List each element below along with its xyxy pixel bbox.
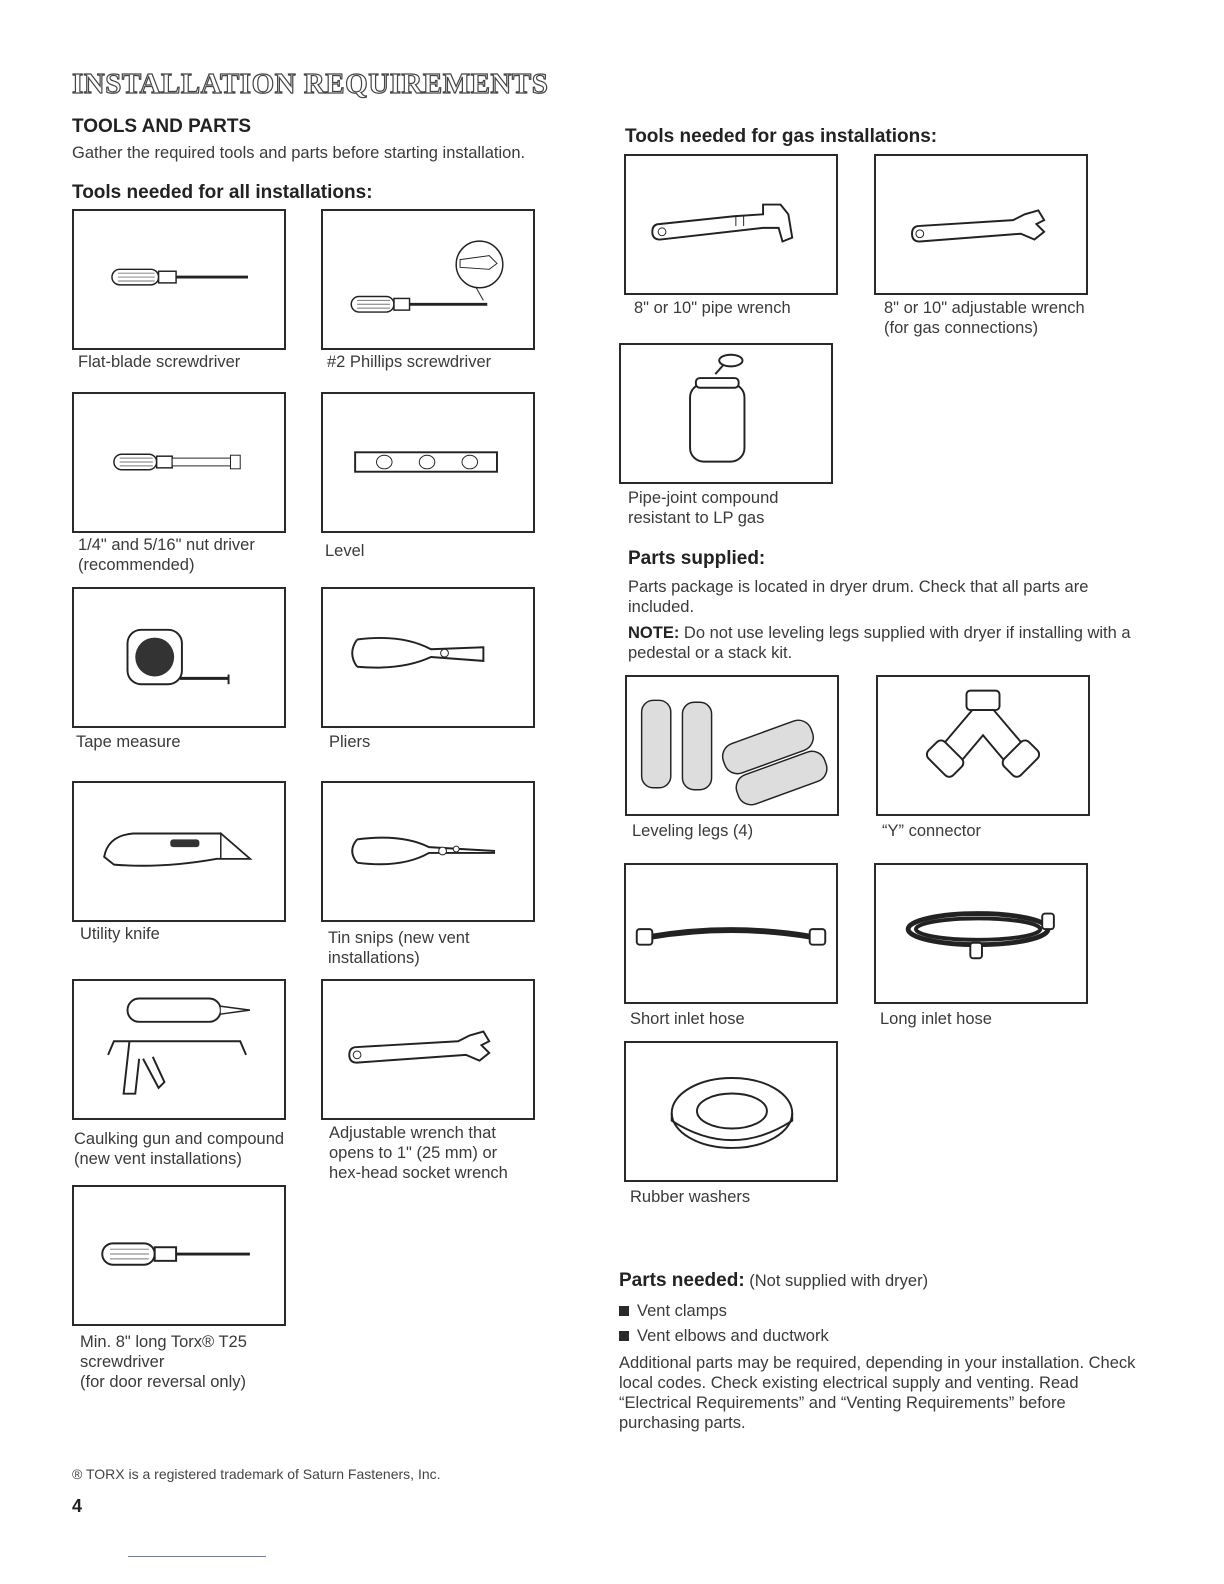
tool-box-adjustable-wrench xyxy=(321,979,535,1120)
part-box-rubber-washers xyxy=(624,1041,838,1182)
pipe-joint-compound-icon xyxy=(621,345,831,482)
tool-box-nut-driver xyxy=(72,392,286,533)
rubber-washer-icon xyxy=(626,1043,836,1180)
tool-box-tape-measure xyxy=(72,587,286,728)
bottom-rule xyxy=(128,1556,266,1557)
tool-box-flat-blade xyxy=(72,209,286,350)
tool-box-phillips xyxy=(321,209,535,350)
caption-caulking-gun: Caulking gun and compound (new vent installations) xyxy=(74,1130,285,1168)
parts-needed-bullet xyxy=(619,1301,727,1321)
parts-needed-text: Additional parts may be required, depending in your installation. Check local codes. Check existing electrical supply and venting. Read “Electrical Requirements” and “Venting Requirements” before purchasing parts. xyxy=(619,1354,1136,1432)
adjustable-wrench-icon xyxy=(876,156,1086,293)
note-text: Do not use leveling legs supplied with dryer if installing with a pedestal or a stack kit. xyxy=(628,624,1131,662)
caption-gas-adjustable-wrench: 8" or 10" adjustable wrench (for gas connections) xyxy=(884,299,1085,337)
tool-box-level xyxy=(321,392,535,533)
caption-pipe-wrench: 8" or 10" pipe wrench xyxy=(634,299,791,317)
tin-snips-icon xyxy=(323,783,533,920)
part-box-leveling-legs xyxy=(625,675,839,816)
parts-supplied-text: Parts package is located in dryer drum. Check that all parts are included. xyxy=(628,578,1089,616)
utility-knife-icon xyxy=(74,783,284,920)
gas-tools-heading: Tools needed for gas installations: xyxy=(625,126,938,147)
phillips-screwdriver-icon xyxy=(323,211,533,348)
adjustable-wrench-icon xyxy=(323,981,533,1118)
caption-tape-measure: Tape measure xyxy=(76,733,181,751)
part-box-y-connector xyxy=(876,675,1090,816)
caption-rubber-washers: Rubber washers xyxy=(630,1188,751,1206)
caption-torx: Min. 8" long Torx® T25 screwdriver (for door reversal only) xyxy=(80,1333,247,1391)
page-title: INSTALLATION REQUIREMENTS xyxy=(72,68,549,100)
caption-phillips: #2 Phillips screwdriver xyxy=(327,353,492,371)
caption-leveling-legs: Leveling legs (4) xyxy=(632,822,754,840)
parts-supplied-heading: Parts supplied: xyxy=(628,548,766,569)
caption-adjustable-wrench: Adjustable wrench that opens to 1" (25 mm) or hex-head socket wrench xyxy=(329,1124,508,1182)
all-tools-heading: Tools needed for all installations: xyxy=(72,182,373,203)
caulking-gun-icon xyxy=(74,981,284,1118)
level-icon xyxy=(323,394,533,531)
parts-needed-note: (Not supplied with dryer) xyxy=(744,1272,929,1290)
parts-supplied-note xyxy=(628,623,1138,663)
tool-box-caulking-gun xyxy=(72,979,286,1120)
long-inlet-hose-icon xyxy=(876,865,1086,1002)
bullet-text: Vent clamps xyxy=(637,1302,727,1320)
y-connector-icon xyxy=(878,677,1088,814)
part-box-long-hose xyxy=(874,863,1088,1004)
leveling-legs-icon xyxy=(627,677,837,814)
tool-box-pipe-wrench xyxy=(624,154,838,295)
part-box-short-hose xyxy=(624,863,838,1004)
intro-text: Gather the required tools and parts before starting installation. xyxy=(72,144,526,162)
tool-box-tin-snips xyxy=(321,781,535,922)
nut-driver-icon xyxy=(74,394,284,531)
torx-screwdriver-icon xyxy=(74,1187,284,1324)
tool-box-gas-adjustable-wrench xyxy=(874,154,1088,295)
caption-long-hose: Long inlet hose xyxy=(880,1010,992,1028)
parts-needed-bullet xyxy=(619,1326,829,1346)
tape-measure-icon xyxy=(74,589,284,726)
caption-tin-snips: Tin snips (new vent installations) xyxy=(328,929,470,967)
tool-box-utility-knife xyxy=(72,781,286,922)
tool-box-torx xyxy=(72,1185,286,1326)
footnote: ® TORX is a registered trademark of Saturn Fasteners, Inc. xyxy=(72,1466,441,1482)
short-inlet-hose-icon xyxy=(626,865,836,1002)
bullet-icon xyxy=(619,1306,629,1316)
flat-blade-screwdriver-icon xyxy=(74,211,284,348)
pipe-wrench-icon xyxy=(626,156,836,293)
bullet-text: Vent elbows and ductwork xyxy=(637,1327,829,1345)
tool-box-pipe-joint-compound xyxy=(619,343,833,484)
caption-y-connector: “Y” connector xyxy=(882,822,982,840)
section-title: TOOLS AND PARTS xyxy=(72,116,252,137)
bullet-icon xyxy=(619,1331,629,1341)
caption-pliers: Pliers xyxy=(329,733,371,751)
caption-utility-knife: Utility knife xyxy=(80,925,160,943)
parts-needed-heading-row xyxy=(619,1270,928,1292)
pliers-icon xyxy=(323,589,533,726)
page-number: 4 xyxy=(72,1496,83,1516)
caption-nut-driver: 1/4" and 5/16" nut driver (recommended) xyxy=(78,536,255,574)
parts-needed-heading: Parts needed: xyxy=(619,1270,745,1291)
caption-level: Level xyxy=(325,542,365,560)
caption-short-hose: Short inlet hose xyxy=(630,1010,745,1028)
tool-box-pliers xyxy=(321,587,535,728)
note-label: NOTE: xyxy=(628,624,680,642)
caption-pipe-joint-compound: Pipe-joint compound resistant to LP gas xyxy=(628,489,779,527)
caption-flat-blade: Flat-blade screwdriver xyxy=(78,353,241,371)
